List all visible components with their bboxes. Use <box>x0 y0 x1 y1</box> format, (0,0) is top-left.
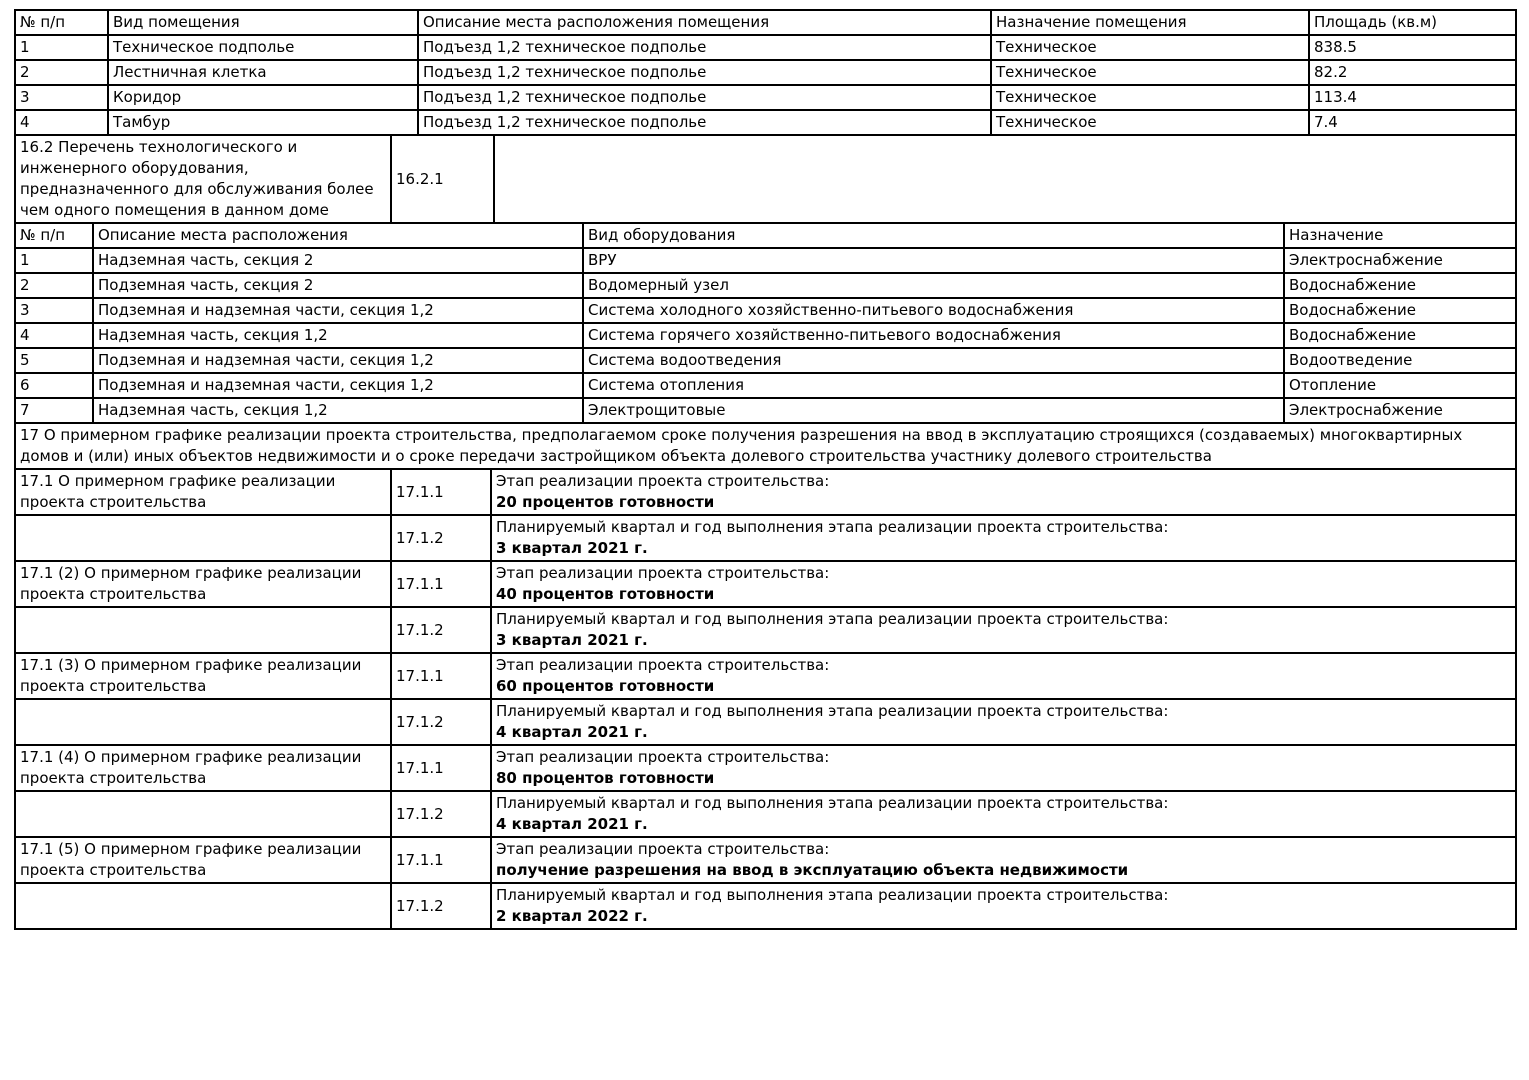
schedule-quarter-cell <box>491 699 1516 745</box>
equipment-location: Надземная часть, секция 1,2 <box>93 323 583 348</box>
equipment-kind: Система водоотведения <box>583 348 1284 373</box>
quarter-value: 4 квартал 2021 г. <box>496 815 648 833</box>
premises-type: Тамбур <box>108 110 418 135</box>
equipment-purpose: Водоснабжение <box>1284 298 1516 323</box>
schedule-quarter-code: 17.1.2 <box>391 699 491 745</box>
schedule-block-3-stage-row <box>15 653 1516 699</box>
schedule-label-empty <box>15 883 391 929</box>
premises-row-2 <box>15 60 1516 85</box>
premises-table <box>14 9 1517 136</box>
premises-header-row <box>15 10 1516 35</box>
equipment-purpose: Отопление <box>1284 373 1516 398</box>
row-number: 6 <box>15 373 93 398</box>
equipment-purpose: Водоотведение <box>1284 348 1516 373</box>
premises-type: Лестничная клетка <box>108 60 418 85</box>
schedule-label-empty <box>15 699 391 745</box>
stage-value: получение разрешения на ввод в эксплуатацию объекта недвижимости <box>496 861 1129 879</box>
equipment-location: Подземная часть, секция 2 <box>93 273 583 298</box>
row-number: 5 <box>15 348 93 373</box>
schedule-block-1-stage-row <box>15 469 1516 515</box>
section-16-2-row <box>15 135 1516 223</box>
row-number: 1 <box>15 35 108 60</box>
premises-purpose: Техническое <box>991 85 1309 110</box>
premises-purpose: Техническое <box>991 60 1309 85</box>
equipment-row-7 <box>15 398 1516 423</box>
quarter-value: 3 квартал 2021 г. <box>496 539 648 557</box>
equipment-location: Подземная и надземная части, секция 1,2 <box>93 373 583 398</box>
stage-value: 40 процентов готовности <box>496 585 715 603</box>
equipment-kind: Система холодного хозяйственно-питьевого водоснабжения <box>583 298 1284 323</box>
section-17-text: 17 О примерном графике реализации проекта строительства, предполагаемом сроке получения разрешения на ввод в эксплуатацию строящихся (создаваемых) многоквартирных домов и (или) иных объектов недвижимости и о сроке передачи застройщиком объекта долевого строительства участнику долевого строительства <box>15 423 1516 469</box>
schedule-stage-code: 17.1.1 <box>391 469 491 515</box>
schedule-stage-code: 17.1.1 <box>391 561 491 607</box>
schedule-quarter-code: 17.1.2 <box>391 607 491 653</box>
section-16-2-code: 16.2.1 <box>391 135 494 223</box>
schedule-label-empty <box>15 607 391 653</box>
equipment-header-row <box>15 223 1516 248</box>
schedule-block-4-stage-row <box>15 745 1516 791</box>
schedule-stage-cell <box>491 745 1516 791</box>
stage-value: 20 процентов готовности <box>496 493 715 511</box>
schedule-stage-code: 17.1.1 <box>391 745 491 791</box>
schedule-quarter-code: 17.1.2 <box>391 883 491 929</box>
premises-type: Коридор <box>108 85 418 110</box>
column-header-area: Площадь (кв.м) <box>1309 10 1516 35</box>
schedule-label-empty <box>15 515 391 561</box>
quarter-value: 2 квартал 2022 г. <box>496 907 648 925</box>
equipment-kind: Электрощитовые <box>583 398 1284 423</box>
equipment-table <box>14 222 1517 424</box>
schedule-quarter-code: 17.1.2 <box>391 791 491 837</box>
equipment-row-2 <box>15 273 1516 298</box>
column-header-equipment: Вид оборудования <box>583 223 1284 248</box>
equipment-purpose: Водоснабжение <box>1284 323 1516 348</box>
schedule-block-2-stage-row <box>15 561 1516 607</box>
schedule-block-5-quarter-row <box>15 883 1516 929</box>
schedule-stage-cell <box>491 561 1516 607</box>
schedule-quarter-code: 17.1.2 <box>391 515 491 561</box>
schedule-stage-cell <box>491 837 1516 883</box>
stage-caption: Этап реализации проекта строительства: <box>496 748 830 766</box>
schedule-stage-code: 17.1.1 <box>391 837 491 883</box>
schedule-block-3-quarter-row <box>15 699 1516 745</box>
premises-area: 113.4 <box>1309 85 1516 110</box>
equipment-kind: Система отопления <box>583 373 1284 398</box>
column-header-location: Описание места расположения <box>93 223 583 248</box>
stage-caption: Этап реализации проекта строительства: <box>496 564 830 582</box>
column-header-num: № п/п <box>15 223 93 248</box>
equipment-kind: ВРУ <box>583 248 1284 273</box>
row-number: 7 <box>15 398 93 423</box>
row-number: 4 <box>15 323 93 348</box>
equipment-row-3 <box>15 298 1516 323</box>
schedule-label: 17.1 (4) О примерном графике реализации проекта строительства <box>15 745 391 791</box>
schedule-label: 17.1 О примерном графике реализации проекта строительства <box>15 469 391 515</box>
section-17-header <box>14 422 1517 470</box>
section-16-2-label: 16.2 Перечень технологического и инженерного оборудования, предназначенного для обслуживания более чем одного помещения в данном доме <box>15 135 391 223</box>
schedule-stage-code: 17.1.1 <box>391 653 491 699</box>
quarter-caption: Планируемый квартал и год выполнения этапа реализации проекта строительства: <box>496 702 1169 720</box>
equipment-purpose: Электроснабжение <box>1284 248 1516 273</box>
row-number: 4 <box>15 110 108 135</box>
stage-caption: Этап реализации проекта строительства: <box>496 472 830 490</box>
premises-location: Подъезд 1,2 техническое подполье <box>418 85 991 110</box>
schedule-label: 17.1 (3) О примерном графике реализации проекта строительства <box>15 653 391 699</box>
equipment-location: Надземная часть, секция 1,2 <box>93 398 583 423</box>
row-number: 3 <box>15 298 93 323</box>
premises-location: Подъезд 1,2 техническое подполье <box>418 60 991 85</box>
equipment-kind: Водомерный узел <box>583 273 1284 298</box>
quarter-caption: Планируемый квартал и год выполнения этапа реализации проекта строительства: <box>496 610 1169 628</box>
column-header-location: Описание места расположения помещения <box>418 10 991 35</box>
schedule-label-empty <box>15 791 391 837</box>
premises-area: 7.4 <box>1309 110 1516 135</box>
section-17-row <box>15 423 1516 469</box>
section-16-2-block <box>14 134 1517 224</box>
quarter-caption: Планируемый квартал и год выполнения этапа реализации проекта строительства: <box>496 794 1169 812</box>
quarter-value: 3 квартал 2021 г. <box>496 631 648 649</box>
schedule-quarter-cell <box>491 515 1516 561</box>
equipment-row-5 <box>15 348 1516 373</box>
equipment-location: Подземная и надземная части, секция 1,2 <box>93 348 583 373</box>
premises-purpose: Техническое <box>991 35 1309 60</box>
schedule-table <box>14 468 1517 930</box>
equipment-kind: Система горячего хозяйственно-питьевого водоснабжения <box>583 323 1284 348</box>
row-number: 2 <box>15 60 108 85</box>
schedule-quarter-cell <box>491 791 1516 837</box>
column-header-purpose: Назначение <box>1284 223 1516 248</box>
column-header-num: № п/п <box>15 10 108 35</box>
equipment-purpose: Электроснабжение <box>1284 398 1516 423</box>
schedule-block-4-quarter-row <box>15 791 1516 837</box>
premises-location: Подъезд 1,2 техническое подполье <box>418 35 991 60</box>
equipment-row-4 <box>15 323 1516 348</box>
stage-value: 80 процентов готовности <box>496 769 715 787</box>
row-number: 3 <box>15 85 108 110</box>
premises-purpose: Техническое <box>991 110 1309 135</box>
premises-area: 82.2 <box>1309 60 1516 85</box>
schedule-block-1-quarter-row <box>15 515 1516 561</box>
quarter-value: 4 квартал 2021 г. <box>496 723 648 741</box>
schedule-quarter-cell <box>491 607 1516 653</box>
premises-row-4 <box>15 110 1516 135</box>
section-16-2-value <box>494 135 1516 223</box>
schedule-stage-cell <box>491 653 1516 699</box>
row-number: 2 <box>15 273 93 298</box>
equipment-row-1 <box>15 248 1516 273</box>
equipment-purpose: Водоснабжение <box>1284 273 1516 298</box>
stage-value: 60 процентов готовности <box>496 677 715 695</box>
schedule-stage-cell <box>491 469 1516 515</box>
schedule-label: 17.1 (5) О примерном графике реализации проекта строительства <box>15 837 391 883</box>
schedule-block-2-quarter-row <box>15 607 1516 653</box>
premises-type: Техническое подполье <box>108 35 418 60</box>
equipment-location: Подземная и надземная части, секция 1,2 <box>93 298 583 323</box>
premises-location: Подъезд 1,2 техническое подполье <box>418 110 991 135</box>
quarter-caption: Планируемый квартал и год выполнения этапа реализации проекта строительства: <box>496 886 1169 904</box>
row-number: 1 <box>15 248 93 273</box>
premises-row-1 <box>15 35 1516 60</box>
premises-row-3 <box>15 85 1516 110</box>
equipment-row-6 <box>15 373 1516 398</box>
premises-area: 838.5 <box>1309 35 1516 60</box>
equipment-location: Надземная часть, секция 2 <box>93 248 583 273</box>
column-header-type: Вид помещения <box>108 10 418 35</box>
schedule-label: 17.1 (2) О примерном графике реализации проекта строительства <box>15 561 391 607</box>
schedule-block-5-stage-row <box>15 837 1516 883</box>
stage-caption: Этап реализации проекта строительства: <box>496 840 830 858</box>
column-header-purpose: Назначение помещения <box>991 10 1309 35</box>
schedule-quarter-cell <box>491 883 1516 929</box>
quarter-caption: Планируемый квартал и год выполнения этапа реализации проекта строительства: <box>496 518 1169 536</box>
stage-caption: Этап реализации проекта строительства: <box>496 656 830 674</box>
